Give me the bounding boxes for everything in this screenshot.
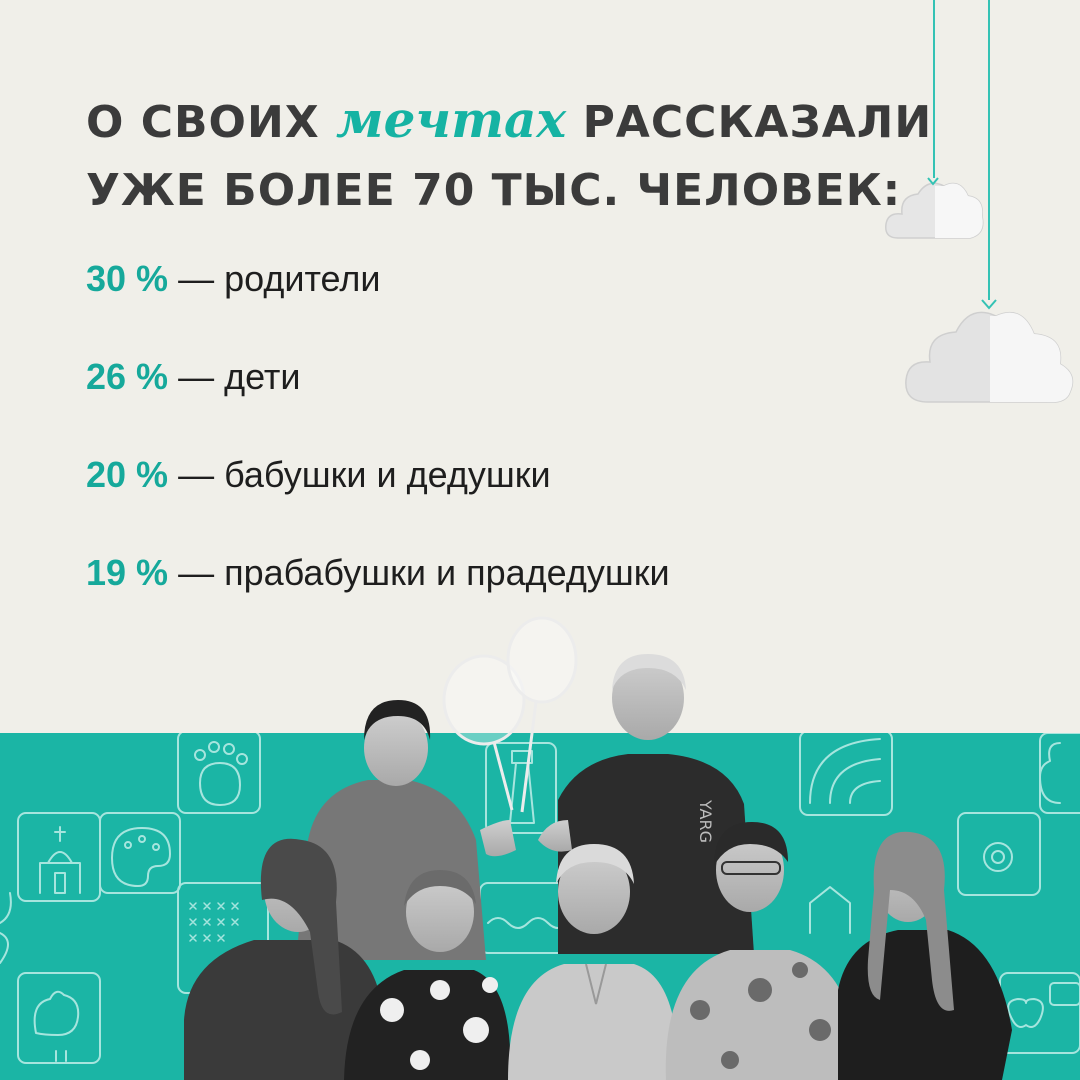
shirt-text: YARG	[696, 800, 715, 843]
stat-percent: 30 %	[86, 258, 169, 299]
stat-label: — прабабушки и прадедушки	[178, 552, 670, 593]
badminton-rackets-icon	[444, 618, 576, 812]
headline-line-2: УЖЕ БОЛЕЕ 70 ТЫС. ЧЕЛОВЕК:	[86, 165, 902, 216]
headline-start: О СВОИХ	[86, 97, 320, 148]
stat-label: — дети	[178, 356, 301, 397]
headline-accent-word: мечтах	[336, 90, 567, 149]
headline-end: РАССКАЗАЛИ	[582, 97, 933, 148]
stat-label: — родители	[178, 258, 381, 299]
stat-label: — бабушки и дедушки	[178, 454, 551, 495]
person-girl-right	[838, 832, 1012, 1080]
stat-percent: 20 %	[86, 454, 169, 495]
stat-percent: 19 %	[86, 552, 169, 593]
stat-percent: 26 %	[86, 356, 169, 397]
